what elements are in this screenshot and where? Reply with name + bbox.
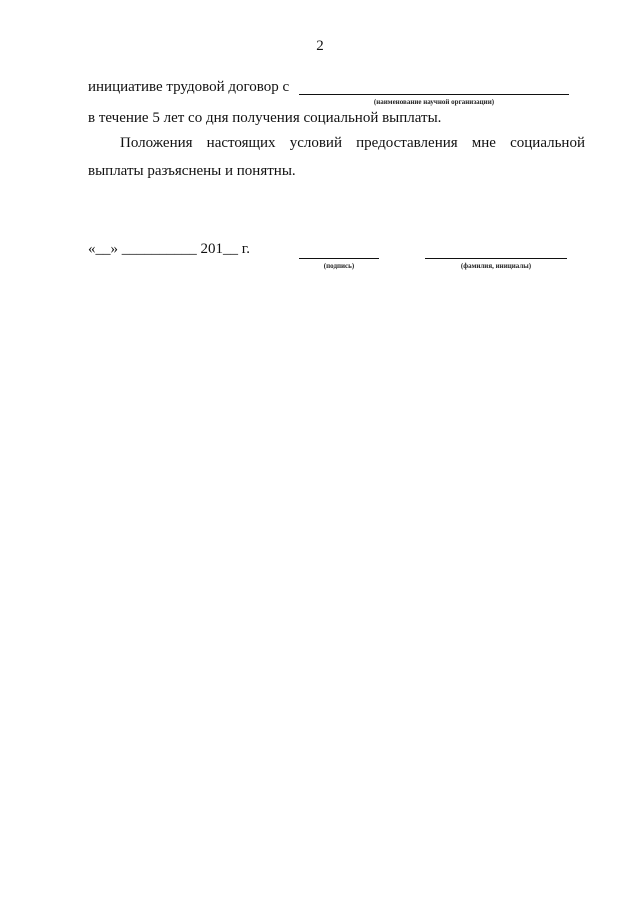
org-name-blank bbox=[299, 80, 569, 95]
paragraph-provisions: Положения настоящих условий предоставления мне социальной bbox=[120, 135, 585, 151]
paragraph-provisions-end: выплаты разъяснены и понятны. bbox=[88, 163, 296, 179]
date-field: «__» __________ 201__ г. bbox=[88, 241, 250, 257]
org-name-caption: (наименование научной организации) bbox=[373, 98, 495, 106]
name-caption: (фамилия, инициалы) bbox=[460, 262, 532, 270]
text-line-period: в течение 5 лет со дня получения социальной выплаты. bbox=[88, 110, 442, 126]
name-blank bbox=[425, 244, 567, 259]
signature-blank bbox=[299, 244, 379, 259]
signature-caption: (подпись) bbox=[323, 262, 355, 270]
page-number: 2 bbox=[316, 38, 324, 54]
text-line-contract: инициативе трудовой договор с bbox=[88, 79, 290, 95]
